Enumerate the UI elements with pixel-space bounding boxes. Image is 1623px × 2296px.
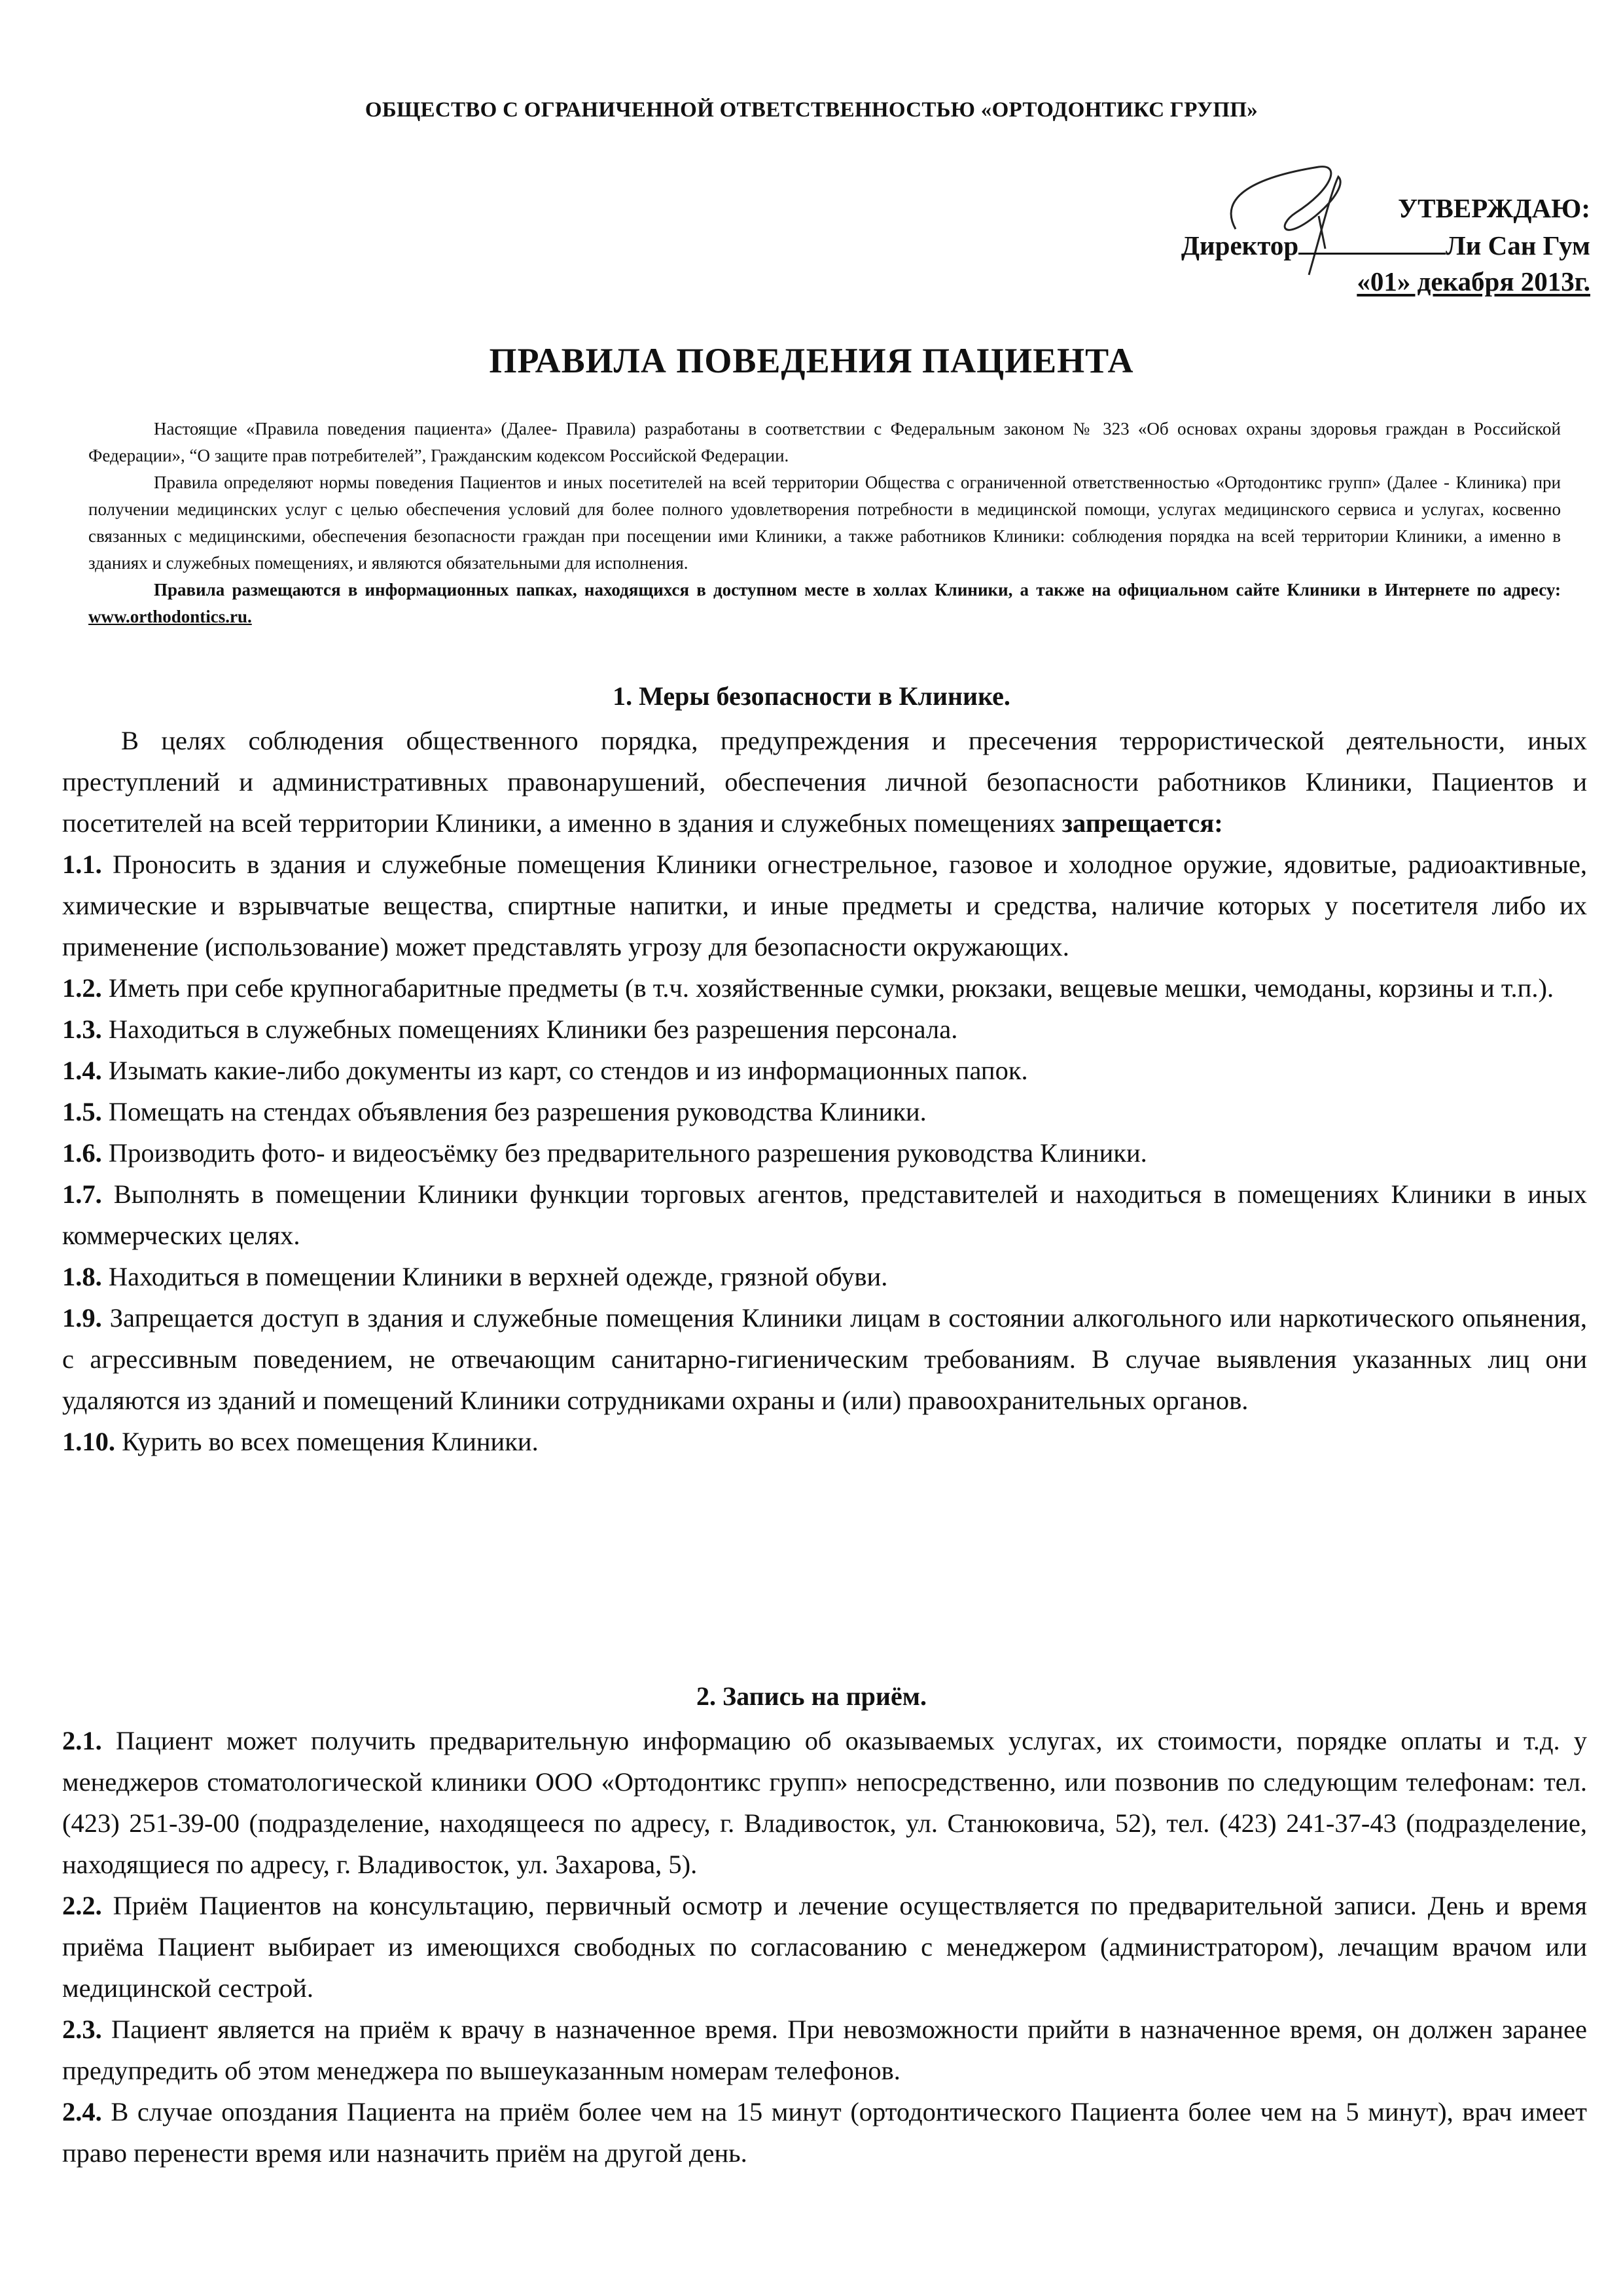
rule-item <box>62 844 1587 967</box>
rule-number: 2.3. <box>62 2015 102 2044</box>
rule-number: 2.4. <box>62 2097 102 2126</box>
preamble-text: Правила размещаются в информационных папках, находящихся в доступном месте в холлах Клиники, а также на официальном сайте Клиники в Интернете по адресу: <box>154 580 1561 600</box>
rule-text: Курить во всех помещения Клиники. <box>115 1427 539 1456</box>
approval-date: «01» декабря 2013г. <box>1357 266 1590 296</box>
intro-bold: запрещается: <box>1061 808 1223 838</box>
rule-text: Изымать какие-либо документы из карт, со стендов и из информационных папок. <box>101 1056 1028 1085</box>
signature-line <box>1298 226 1446 255</box>
rule-item <box>62 1009 1587 1050</box>
document-title: ПРАВИЛА ПОВЕДЕНИЯ ПАЦИЕНТА <box>489 341 1134 380</box>
rule-item <box>62 1421 1587 1462</box>
rule-number: 2.2. <box>62 1891 102 1920</box>
rule-item <box>62 2091 1587 2174</box>
rule-item <box>62 967 1587 1009</box>
rule-number: 1.7. <box>62 1179 102 1209</box>
rule-item <box>62 1297 1587 1421</box>
rule-text: Проносить в здания и служебные помещения Клиники огнестрельное, газовое и холодное оружие, ядовитые, радиоактивные, химические и взрывчатые вещества, спиртные напитки, и иные предметы и средства, наличие которых у посетителя либо их применение (использование) может представлять угрозу для безопасности окружающих. <box>62 850 1587 961</box>
rule-number: 1.8. <box>62 1262 102 1291</box>
rule-item <box>62 1132 1587 1174</box>
rule-number: 1.1. <box>62 850 102 879</box>
rule-text: Пациент является на приём к врачу в назначенное время. При невозможности прийти в назначенное время, он должен заранее предупредить об этом менеджера по вышеуказанным номерам телефонов. <box>62 2015 1587 2085</box>
rule-text: Приём Пациентов на консультацию, первичный осмотр и лечение осуществляется по предварительной записи. День и время приёма Пациент выбирает из имеющихся свободных по согласованию с менеджером (администратором), лечащим врачом или медицинской сестрой. <box>62 1891 1587 2003</box>
rule-item <box>62 1091 1587 1132</box>
rule-text: Пациент может получить предварительную информацию об оказываемых услугах, их стоимости, порядке оплаты и т.д. у менеджеров стоматологической клиники ООО «Ортодонтикс групп» непосредственно, или позвонив по следующим телефонам: тел. (423) 251-39-00 (подразделение, находящееся по адресу, г. Владивосток, ул. Станюковича, 52), тел. (423) 241-37-43 (подразделение, находящиеся по адресу, г. Владивосток, ул. Захарова, 5). <box>62 1726 1587 1879</box>
preamble <box>88 416 1561 630</box>
approve-label: УТВЕРЖДАЮ: <box>1398 193 1590 223</box>
intro-text: В целях соблюдения общественного порядка, предупреждения и пресечения террористической деятельности, иных преступлений и административных правонарушений, обеспечения личной безопасности работников Клиники, Пациентов и посетителей на всей территории Клиники, а именно в здания и служебных помещениях <box>62 726 1587 838</box>
director-name: Ли Сан Гум <box>1446 230 1590 260</box>
rule-number: 1.10. <box>62 1427 115 1456</box>
preamble-paragraph: Настоящие «Правила поведения пациента» (Далее- Правила) разработаны в соответствии с Федеральным законом № 323 «Об основах охраны здоровья граждан в Российской Федерации», “О защите прав потребителей”, Гражданским кодексом Российской Федерации. <box>88 419 1561 465</box>
rule-item <box>62 1720 1587 1885</box>
rule-number: 1.4. <box>62 1056 102 1085</box>
website-link[interactable]: www.orthodontics.ru. <box>88 607 252 626</box>
rule-text: Находиться в служебных помещениях Клиники без разрешения персонала. <box>101 1014 958 1044</box>
rule-number: 2.1. <box>62 1726 102 1755</box>
rule-text: Запрещается доступ в здания и служебные помещения Клиники лицам в состоянии алкогольного или наркотического опьянения, с агрессивным поведением, не отвечающим санитарно-гигиеническим требованиям. В случае выявления указанных лиц они удаляются из зданий и помещений Клиники сотрудниками охраны и (или) правоохранительных органов. <box>62 1303 1587 1415</box>
rule-text: Выполнять в помещении Клиники функции торговых агентов, представителей и находиться в помещениях Клиники в иных коммерческих целях. <box>62 1179 1587 1250</box>
section-2-body <box>62 1720 1587 2174</box>
rule-item <box>62 1885 1587 2009</box>
section-1-title: 1. Меры безопасности в Клинике. <box>613 681 1010 711</box>
rule-text: Иметь при себе крупногабаритные предметы (в т.ч. хозяйственные сумки, рюкзаки, вещевые мешки, чемоданы, корзины и т.п.). <box>101 973 1554 1003</box>
rule-number: 1.5. <box>62 1097 102 1126</box>
rule-number: 1.3. <box>62 1014 102 1044</box>
rule-text: Помещать на стендах объявления без разрешения руководства Клиники. <box>101 1097 927 1126</box>
rule-text: Находиться в помещении Клиники в верхней одежде, грязной обуви. <box>101 1262 888 1291</box>
organization-name: ОБЩЕСТВО С ОГРАНИЧЕННОЙ ОТВЕТСТВЕННОСТЬЮ «ОРТОДОНТИКС ГРУПП» <box>365 98 1258 122</box>
section-2-title: 2. Запись на приём. <box>696 1681 927 1711</box>
section-1-intro <box>62 720 1587 844</box>
rule-item <box>62 1256 1587 1297</box>
rule-item <box>62 1050 1587 1091</box>
rule-number: 1.9. <box>62 1303 102 1333</box>
rule-item <box>62 1174 1587 1256</box>
preamble-paragraph: Правила определяют нормы поведения Пациентов и иных посетителей на всей территории Общества с ограниченной ответственностью «Ортодонтикс групп» (Далее - Клиника) при получении медицинских услуг с целью обеспечения условий для более полного удовлетворения потребности в медицинской помощи, услугах медицинского сервиса и услугах, косвенно связанных с медицинскими, обеспечения безопасности граждан при посещении ими Клиники, а также работников Клиники: соблюдения порядка на всей территории Клиники, а именно в зданиях и служебных помещениях, и являются обязательными для исполнения. <box>88 473 1561 573</box>
director-position: Директор <box>1181 230 1299 260</box>
rule-text: Производить фото- и видеосъёмку без предварительного разрешения руководства Клиники. <box>101 1138 1147 1168</box>
rule-text: В случае опоздания Пациента на приём более чем на 15 минут (ортодонтического Пациента более чем на 5 минут), врач имеет право перенести время или назначить приём на другой день. <box>62 2097 1587 2168</box>
approval-block <box>1001 190 1590 300</box>
preamble-paragraph-bold <box>88 577 1561 630</box>
section-1-body <box>62 720 1587 1462</box>
rule-number: 1.2. <box>62 973 102 1003</box>
rule-number: 1.6. <box>62 1138 102 1168</box>
rule-item <box>62 2009 1587 2091</box>
